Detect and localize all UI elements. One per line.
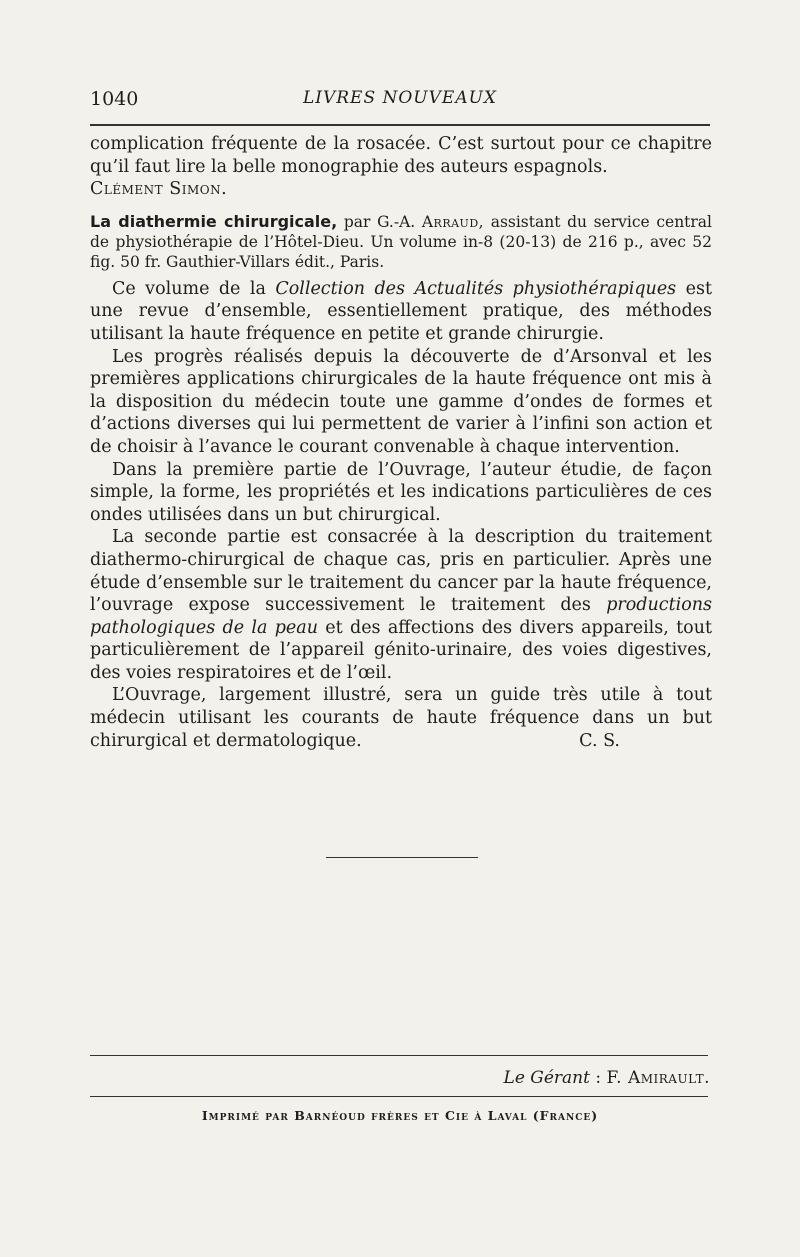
running-title: LIVRES NOUVEAUX <box>302 88 498 108</box>
footer-rule-top <box>90 1055 708 1056</box>
page-number: 1040 <box>90 88 139 110</box>
previous-review-text: complication fréquente de la rosacée. C’est surtout pour ce chapitre qu’il faut lire la belle monographie des auteurs espagnols. <box>90 134 712 177</box>
section-divider <box>326 857 478 858</box>
body-text <box>90 133 712 752</box>
footer-rule-bottom <box>90 1096 708 1097</box>
review-initials: C. S. <box>579 730 620 751</box>
book-description: assistant du service central de physiothérapie de l’Hôtel-Dieu. Un volume in-8 (20-13) de 216 p., avec 52 fig. 50 fr. Gauthier-Villars édit., Paris. <box>90 212 713 271</box>
review-paragraph-4: La seconde partie est consacrée à la description du traitement diathermo-chirurgical de chaque cas, pris en particulier. Après une étude d’ensemble sur le traitement du cancer par la haute fréquence, l’ouvrage expose successivement le traitement des productions pathologiques de la peau et des affections des divers appareils, tout particulièrement de l’appareil génito-urinaire, des voies digestives, des voies respiratoires et de l’œil. <box>90 527 712 683</box>
review-paragraph-1: Ce volume de la Collection des Actualités physiothérapiques est une revue d’ensemble, essentiellement pratique, des méthodes utilisant la haute fréquence en petite et grande chirurgie. <box>90 278 712 344</box>
book-title: La diathermie chirurgicale, <box>90 211 338 231</box>
review-paragraph-3: Dans la première partie de l’Ouvrage, l’auteur étudie, de façon simple, la forme, les propriétés et les indications particulières de ces ondes utilisées dans un but chirurgical. <box>90 459 712 525</box>
review-paragraph-5: L’Ouvrage, largement illustré, sera un guide très utile à tout médecin utilisant les courants de haute fréquence dans un but chirurgical et dermatologique. C. S. <box>90 685 712 751</box>
collection-name: Collection des Actualités physiothérapiques <box>275 278 677 299</box>
page-header <box>90 88 710 112</box>
book-author: Arraud, <box>421 212 485 231</box>
header-rule <box>90 124 710 126</box>
gerant-line: Le Gérant : F. Amirault. <box>503 1068 710 1088</box>
review-paragraph-2: Les progrès réalisés depuis la découverte de d’Arsonval et les premières applications chirurgicales de la haute fréquence ont mis à la disposition du médecin toute une gamme d’ondes de formes et d’actions diverses qui lui permettent de varier à l’infini son action et de choisir à l’avance le courant convenable à chaque intervention. <box>90 346 712 457</box>
printer-imprint: Imprimé par Barnéoud frères et Cie à Laval (France) <box>201 1108 599 1123</box>
previous-review-signature: Clément Simon. <box>90 179 228 200</box>
review-heading: La diathermie chirurgicale, par G.-A. Arraud, assistant du service central de physiothérapie de l’Hôtel-Dieu. Un volume in-8 (20-13) de 216 p., avec 52 fig. 50 fr. Gauthier-Villars édit., Paris. <box>90 211 713 271</box>
